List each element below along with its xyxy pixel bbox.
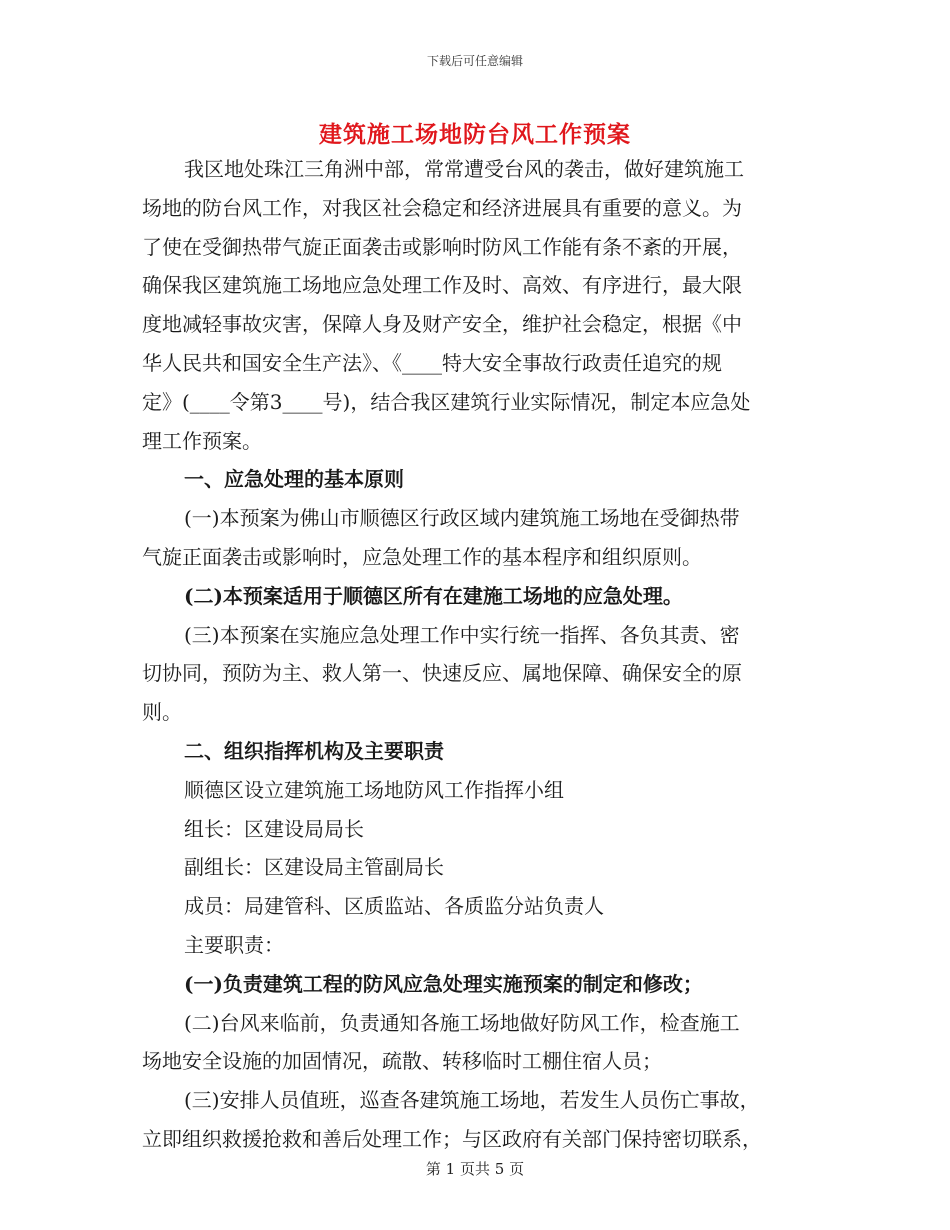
text-line: (二)本预案适用于顺德区所有在建施工场地的应急处理。 bbox=[184, 583, 683, 608]
text-line: 顺德区设立建筑施工场地防风工作指挥小组 bbox=[184, 777, 564, 802]
text-line: 定》(____令第3____号)，结合我区建筑行业实际情况，制定本应急处 bbox=[142, 389, 751, 414]
text-line: (三)安排人员值班，巡查各建筑施工场地，若发生人员伤亡事故， bbox=[184, 1088, 760, 1113]
text-line: 成员：局建管科、区质监站、各质监分站负责人 bbox=[184, 894, 604, 919]
text-line: (二)台风来临前，负责通知各施工场地做好防风工作，检查施工 bbox=[184, 1010, 740, 1035]
text-line: 二、组织指挥机构及主要职责 bbox=[184, 738, 444, 763]
text-line: (一)负责建筑工程的防风应急处理实施预案的制定和修改； bbox=[184, 971, 703, 996]
page-header: 下载后可任意编辑 bbox=[426, 54, 523, 68]
text-line: 主要职责： bbox=[184, 932, 284, 957]
text-line: 副组长：区建设局主管副局长 bbox=[184, 855, 444, 880]
page-footer: 第 1 页共 5 页 bbox=[425, 1160, 525, 1178]
text-line: 气旋正面袭击或影响时，应急处理工作的基本程序和组织原则。 bbox=[142, 544, 702, 569]
text-line: 切协同，预防为主、救人第一、快速反应、属地保障、确保安全的原 bbox=[142, 661, 742, 686]
text-line: 理工作预案。 bbox=[142, 428, 262, 453]
text-line: (三)本预案在实施应急处理工作中实行统一指挥、各负其责、密 bbox=[184, 622, 740, 647]
text-line: 组长：区建设局局长 bbox=[184, 816, 364, 841]
text-line: 华人民共和国安全生产法》、《____特大安全事故行政责任追究的规 bbox=[142, 350, 722, 375]
text-line: 一、应急处理的基本原则 bbox=[184, 467, 404, 492]
document-body bbox=[142, 150, 810, 1159]
text-line: 度地减轻事故灾害，保障人身及财产安全，维护社会稳定，根据《中 bbox=[142, 312, 742, 337]
text-line: 场地安全设施的加固情况，疏散、转移临时工棚住宿人员； bbox=[142, 1049, 662, 1074]
text-line: 则。 bbox=[142, 700, 182, 725]
text-line: 立即组织救援抢救和善后处理工作；与区政府有关部门保持密切联系， bbox=[142, 1126, 762, 1151]
text-line: 我区地处珠江三角洲中部，常常遭受台风的袭击，做好建筑施工 bbox=[184, 157, 744, 181]
text-line: (一)本预案为佛山市顺德区行政区域内建筑施工场地在受御热带 bbox=[184, 506, 740, 531]
text-line: 了使在受御热带气旋正面袭击或影响时防风工作能有条不紊的开展， bbox=[142, 234, 742, 259]
text-line: 确保我区建筑施工场地应急处理工作及时、高效、有序进行，最大限 bbox=[142, 273, 742, 298]
document-title: 建筑施工场地防台风工作预案 bbox=[319, 121, 631, 148]
text-line: 场地的防台风工作，对我区社会稳定和经济进展具有重要的意义。为 bbox=[142, 195, 742, 220]
